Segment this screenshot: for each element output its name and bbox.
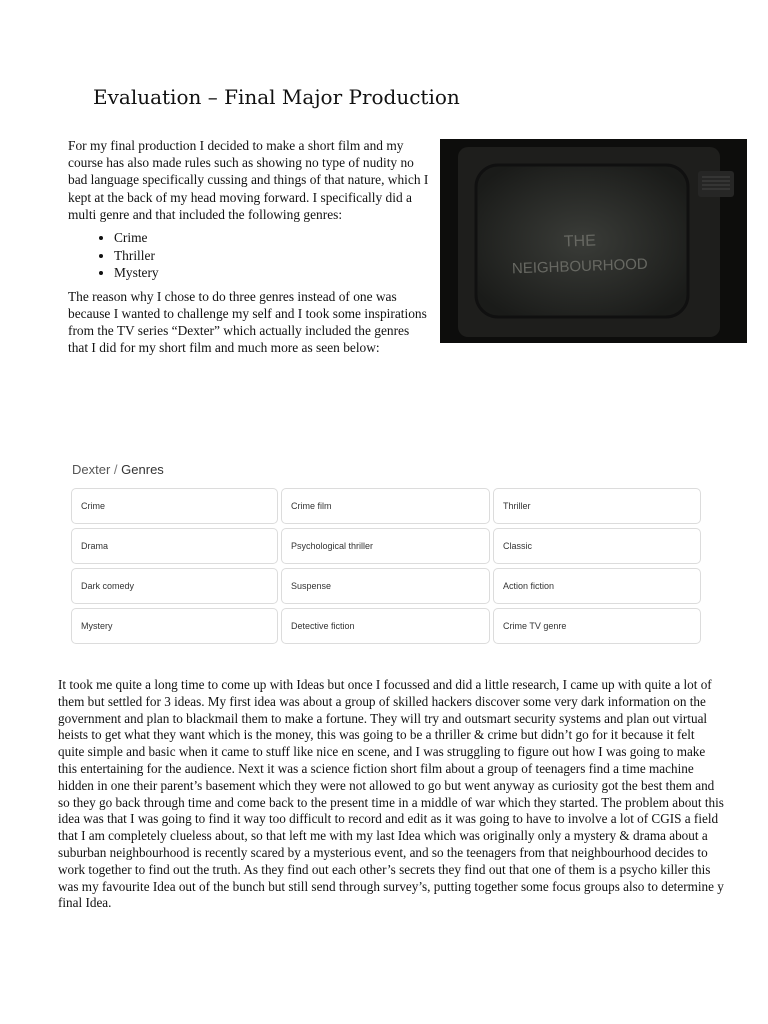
intro-section <box>68 137 430 356</box>
reason-paragraph: The reason why I chose to do three genres instead of one was because I wanted to challenge my self and I took some inspirations from the TV series “Dexter” which actually included the genres that I did for my short film and much more as seen below: <box>68 288 427 356</box>
breadcrumb-section: Genres <box>121 462 164 477</box>
genre-chip-psychological-thriller[interactable]: Psychological thriller <box>281 528 490 564</box>
breadcrumb-show[interactable]: Dexter <box>72 462 111 477</box>
ideas-paragraph: It took me quite a long time to come up with Ideas but once I focussed and did a little research, I came up with quite a lot of them but settled for 3 ideas. My first idea was about a group of skilled hackers discover some very dark information on the government and plan to blackmail them to make a fortune. They will try and outsmart security systems and plan out virtual heists to get what they want which is the money, this was going to be a thriller & crime but didn’t go for it because it felt quite simple and basic when it came to stuff like nice en scene, and I was struggling to figure out how I was going to make this entertaining for the audience. Next it was a science fiction short film about a group of teenagers find a time machine hidden in one their parent’s basement which they were not allowed to go but went anyway as curiosity got the best them and so they go back through time and come back to the present time in a middle of war which they started. The problem about this idea was that I was going to find it way too difficult to record and edit as it was going to have to involve a lot of CGIS a field that I am completely clueless about, so that left me with my last Idea which was originally only a mystery & drama about a suburban neighbourhood is recently scared by a mysterious event, and so the teenagers from that neighbourhood decides to work together to find out the truth. As they find out each other’s secrets they find out that one of them is a psycho killer this was my favourite Idea out of the bunch but still send through survey’s, putting together some focus groups also to determine y final Idea. <box>58 677 724 911</box>
genre-chip-dark-comedy[interactable]: Dark comedy <box>71 568 278 604</box>
tv-image <box>440 139 747 343</box>
genre-chip-suspense[interactable]: Suspense <box>281 568 490 604</box>
genres-grid <box>71 488 699 644</box>
genre-chip-thriller[interactable]: Thriller <box>493 488 701 524</box>
genre-chip-mystery[interactable]: Mystery <box>71 608 278 644</box>
genres-breadcrumb <box>72 462 164 477</box>
tv-title-line2: NEIGHBOURHOOD <box>511 255 649 278</box>
genre-chip-crime-tv-genre[interactable]: Crime TV genre <box>493 608 701 644</box>
bullet-item: • Thriller <box>114 247 430 265</box>
bullet-item: • Crime <box>114 229 430 247</box>
intro-paragraph: For my final production I decided to make a short film and my course has also made rules such as showing no type of nudity no bad language specifically cussing and things of that nature, which I kept at the back of my head moving forward. I specifically did a multi genre and that included the following genres: <box>68 138 429 222</box>
breadcrumb-separator: / <box>113 462 118 477</box>
genre-chip-drama[interactable]: Drama <box>71 528 278 564</box>
genre-chip-crime[interactable]: Crime <box>71 488 278 524</box>
genre-chip-classic[interactable]: Classic <box>493 528 701 564</box>
page-title: Evaluation – Final Major Production <box>93 85 460 109</box>
genre-chip-detective-fiction[interactable]: Detective fiction <box>281 608 490 644</box>
bullet-item: • Mystery <box>114 264 430 282</box>
tv-title-line1: THE <box>563 232 597 251</box>
genre-bullet-list <box>68 229 430 282</box>
genre-chip-action-fiction[interactable]: Action fiction <box>493 568 701 604</box>
genre-chip-crime-film[interactable]: Crime film <box>281 488 490 524</box>
